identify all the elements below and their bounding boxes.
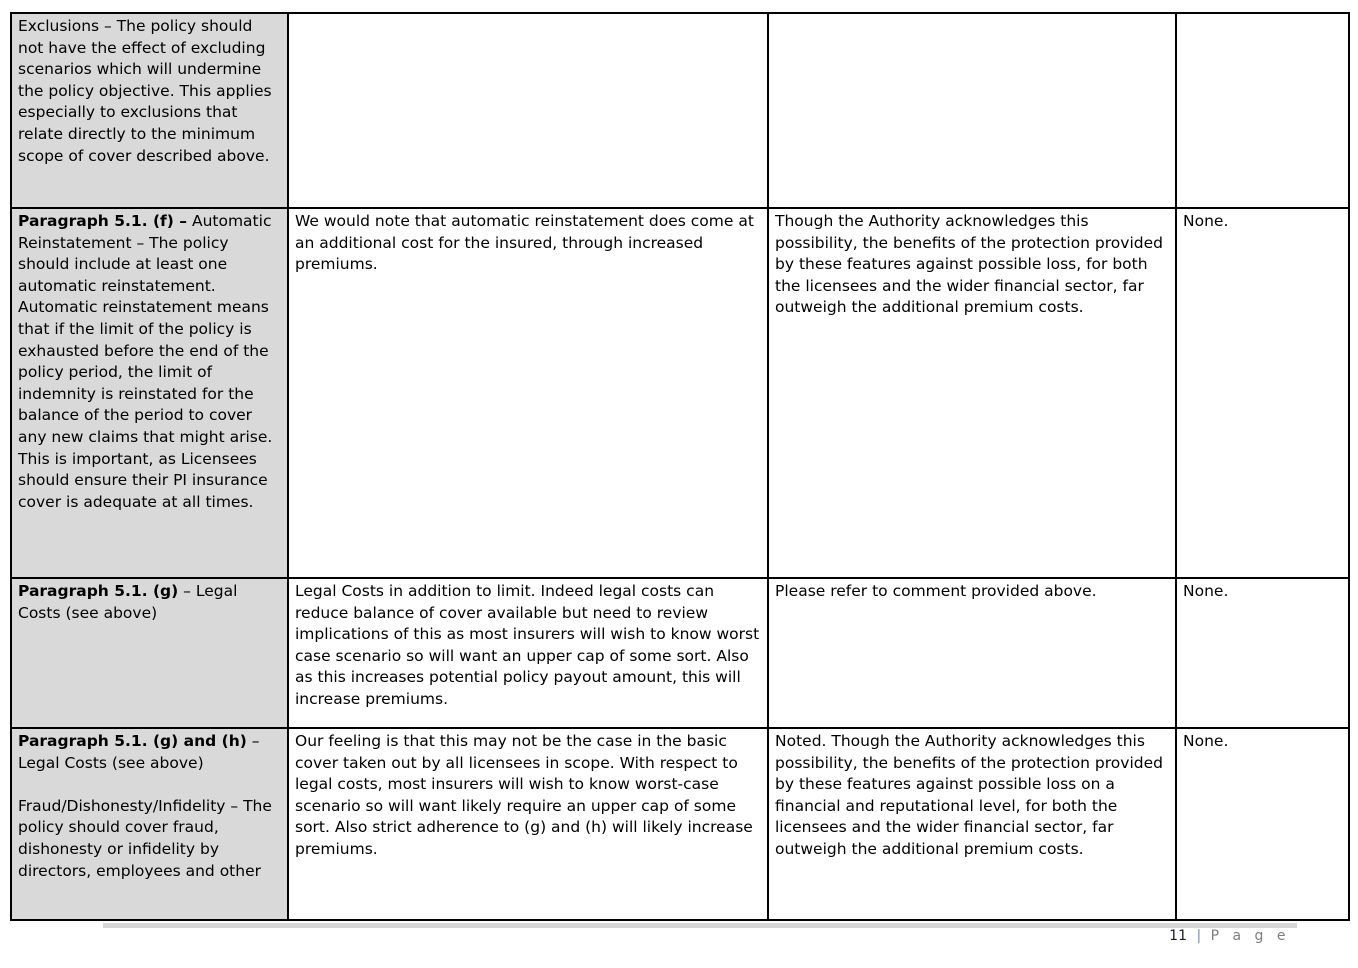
paragraph — [775, 211, 1169, 319]
table-cell — [289, 729, 769, 919]
page-number: 11 — [1169, 928, 1187, 944]
paragraph — [1183, 581, 1342, 603]
text-run: Please refer to comment provided above. — [775, 582, 1097, 600]
table-cell — [769, 579, 1177, 729]
page-shadow-bar — [103, 923, 1297, 928]
text-run: – Legal Costs (see above) — [18, 582, 238, 622]
table-cell — [769, 14, 1177, 209]
table-cell — [289, 579, 769, 729]
paragraph — [775, 581, 1169, 603]
text-run: Automatic Reinstatement – The policy should include at least one automatic reinstatement. Automatic reinstatement means that if the limit of the policy is exhausted before the end of the policy period, the limit of indemnity is reinstated for the balance of the period to cover any new claims that might arise. This is important, as Licensees should ensure their PI insurance cover is adequate at all times. — [18, 212, 273, 511]
table-cell — [1177, 729, 1348, 919]
footer-page-label: P a g e — [1210, 928, 1290, 944]
text-run: Though the Authority acknowledges this possibility, the benefits of the protection provided by these features against possible loss, for both the licensees and the wider financial sector, far outweigh the additional premium costs. — [775, 212, 1163, 317]
paragraph — [1183, 211, 1342, 233]
text-run: Paragraph 5.1. (f) – — [18, 212, 188, 230]
table-cell — [1177, 579, 1348, 729]
table-cell — [1177, 209, 1348, 579]
paragraph — [18, 581, 281, 624]
paragraph — [18, 16, 281, 167]
table-cell — [12, 14, 289, 209]
table-cell — [12, 579, 289, 729]
text-run: None. — [1183, 732, 1229, 750]
paragraph — [775, 731, 1169, 861]
table-cell — [289, 209, 769, 579]
table-cell — [769, 729, 1177, 919]
footer-separator: | — [1196, 928, 1202, 944]
table-cell — [289, 14, 769, 209]
text-run: None. — [1183, 212, 1229, 230]
text-run: – Legal Costs (see above) — [18, 732, 260, 772]
table-cell — [12, 209, 289, 579]
table-cell — [769, 209, 1177, 579]
paragraph — [1183, 731, 1342, 753]
table-cell — [1177, 14, 1348, 209]
text-run: Legal Costs in addition to limit. Indeed legal costs can reduce balance of cover available but need to review implications of this as most insurers will wish to know worst case scenario so will want an upper cap of some sort. Also as this increases potential policy payout amount, this will increase premiums. — [295, 582, 760, 708]
paragraph — [18, 211, 281, 513]
text-run: Noted. Though the Authority acknowledges this possibility, the benefits of the protection provided by these features against possible loss on a financial and reputational level, for both the licensees and the wider financial sector, far outweigh the additional premium costs. — [775, 732, 1163, 858]
text-run: Paragraph 5.1. (g) and (h) — [18, 732, 247, 750]
text-run: None. — [1183, 582, 1229, 600]
text-run: We would note that automatic reinstatement does come at an additional cost for the insured, through increased premiums. — [295, 212, 754, 274]
paragraph — [18, 796, 281, 882]
page-footer — [1169, 928, 1290, 944]
table-cell — [12, 729, 289, 919]
paragraph — [295, 731, 761, 861]
text-run: Our feeling is that this may not be the case in the basic cover taken out by all licensees in scope. With respect to legal costs, most insurers will wish to know worst-case scenario so will want likely require an upper cap of some sort. Also strict adherence to (g) and (h) will likely increase premiums. — [295, 732, 753, 858]
paragraph — [295, 211, 761, 276]
consultation-response-table — [10, 12, 1350, 921]
text-run: Fraud/Dishonesty/Infidelity – The policy should cover fraud, dishonesty or infidelity by directors, employees and other — [18, 796, 272, 880]
paragraph — [18, 774, 281, 796]
paragraph — [295, 581, 761, 711]
paragraph — [18, 731, 281, 774]
text-run: Paragraph 5.1. (g) — [18, 582, 179, 600]
text-run: Exclusions – The policy should not have the effect of excluding scenarios which will undermine the policy objective. This applies especially to exclusions that relate directly to the minimum scope of cover described above. — [18, 17, 272, 165]
